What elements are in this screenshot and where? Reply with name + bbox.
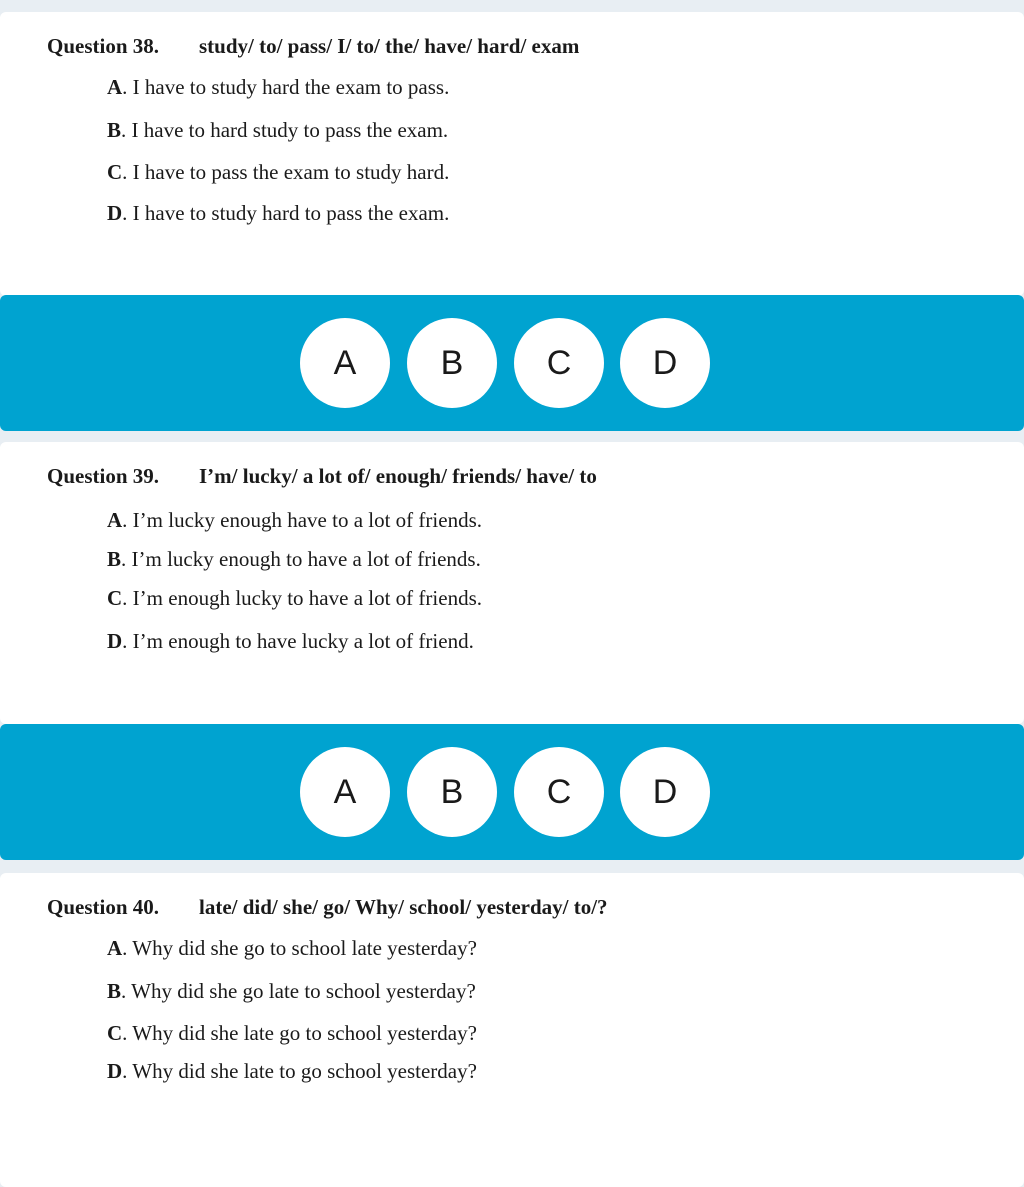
answer-button-b[interactable]: B [407,318,497,408]
option-b [107,547,481,572]
option-letter: D [107,1059,123,1083]
option-d [107,1059,477,1084]
answer-button-a[interactable]: A [300,318,390,408]
option-letter: B [107,118,122,142]
question-card-40 [0,873,1024,1187]
option-text: . I’m enough lucky to have a lot of friends. [122,586,482,610]
option-b [107,979,476,1004]
question-card-39 [0,442,1024,724]
option-a [107,936,477,961]
option-text: . I’m lucky enough have to a lot of friends. [122,508,482,532]
option-letter: C [107,586,123,610]
option-c [107,586,482,611]
option-letter: D [107,201,123,225]
answer-button-b[interactable]: B [407,747,497,837]
option-text: . Why did she go late to school yesterday? [121,979,476,1003]
answer-button-d[interactable]: D [620,747,710,837]
question-title [47,895,608,920]
option-letter: A [107,508,123,532]
option-letter: A [107,936,123,960]
question-title [47,464,597,489]
question-number: Question 40. [47,895,160,919]
answer-bar-39 [0,724,1024,860]
option-letter: B [107,547,122,571]
option-d [107,201,449,226]
option-text: . I have to study hard the exam to pass. [122,75,450,99]
option-text: . Why did she late to go school yesterday? [122,1059,477,1083]
option-c [107,160,449,185]
option-text: . I have to pass the exam to study hard. [122,160,450,184]
option-text: . Why did she go to school late yesterday? [122,936,477,960]
option-letter: D [107,629,123,653]
question-card-38 [0,12,1024,296]
answer-button-c[interactable]: C [514,318,604,408]
option-letter: B [107,979,122,1003]
answer-bar-38 [0,295,1024,431]
question-prompt: late/ did/ she/ go/ Why/ school/ yesterday/ to/? [199,895,608,919]
option-text: . I’m enough to have lucky a lot of friend. [122,629,474,653]
question-title [47,34,579,59]
option-letter: C [107,160,123,184]
option-letter: C [107,1021,123,1045]
option-text: . I have to hard study to pass the exam. [121,118,449,142]
option-b [107,118,448,143]
option-d [107,629,474,654]
option-text: . Why did she late go to school yesterday? [122,1021,477,1045]
answer-button-d[interactable]: D [620,318,710,408]
option-a [107,508,482,533]
option-text: . I’m lucky enough to have a lot of friends. [121,547,481,571]
question-prompt: study/ to/ pass/ I/ to/ the/ have/ hard/ exam [199,34,580,58]
option-a [107,75,449,100]
answer-button-c[interactable]: C [514,747,604,837]
question-number: Question 38. [47,34,160,58]
question-prompt: I’m/ lucky/ a lot of/ enough/ friends/ have/ to [199,464,597,488]
option-text: . I have to study hard to pass the exam. [122,201,450,225]
option-c [107,1021,477,1046]
answer-button-a[interactable]: A [300,747,390,837]
option-letter: A [107,75,123,99]
question-number: Question 39. [47,464,160,488]
